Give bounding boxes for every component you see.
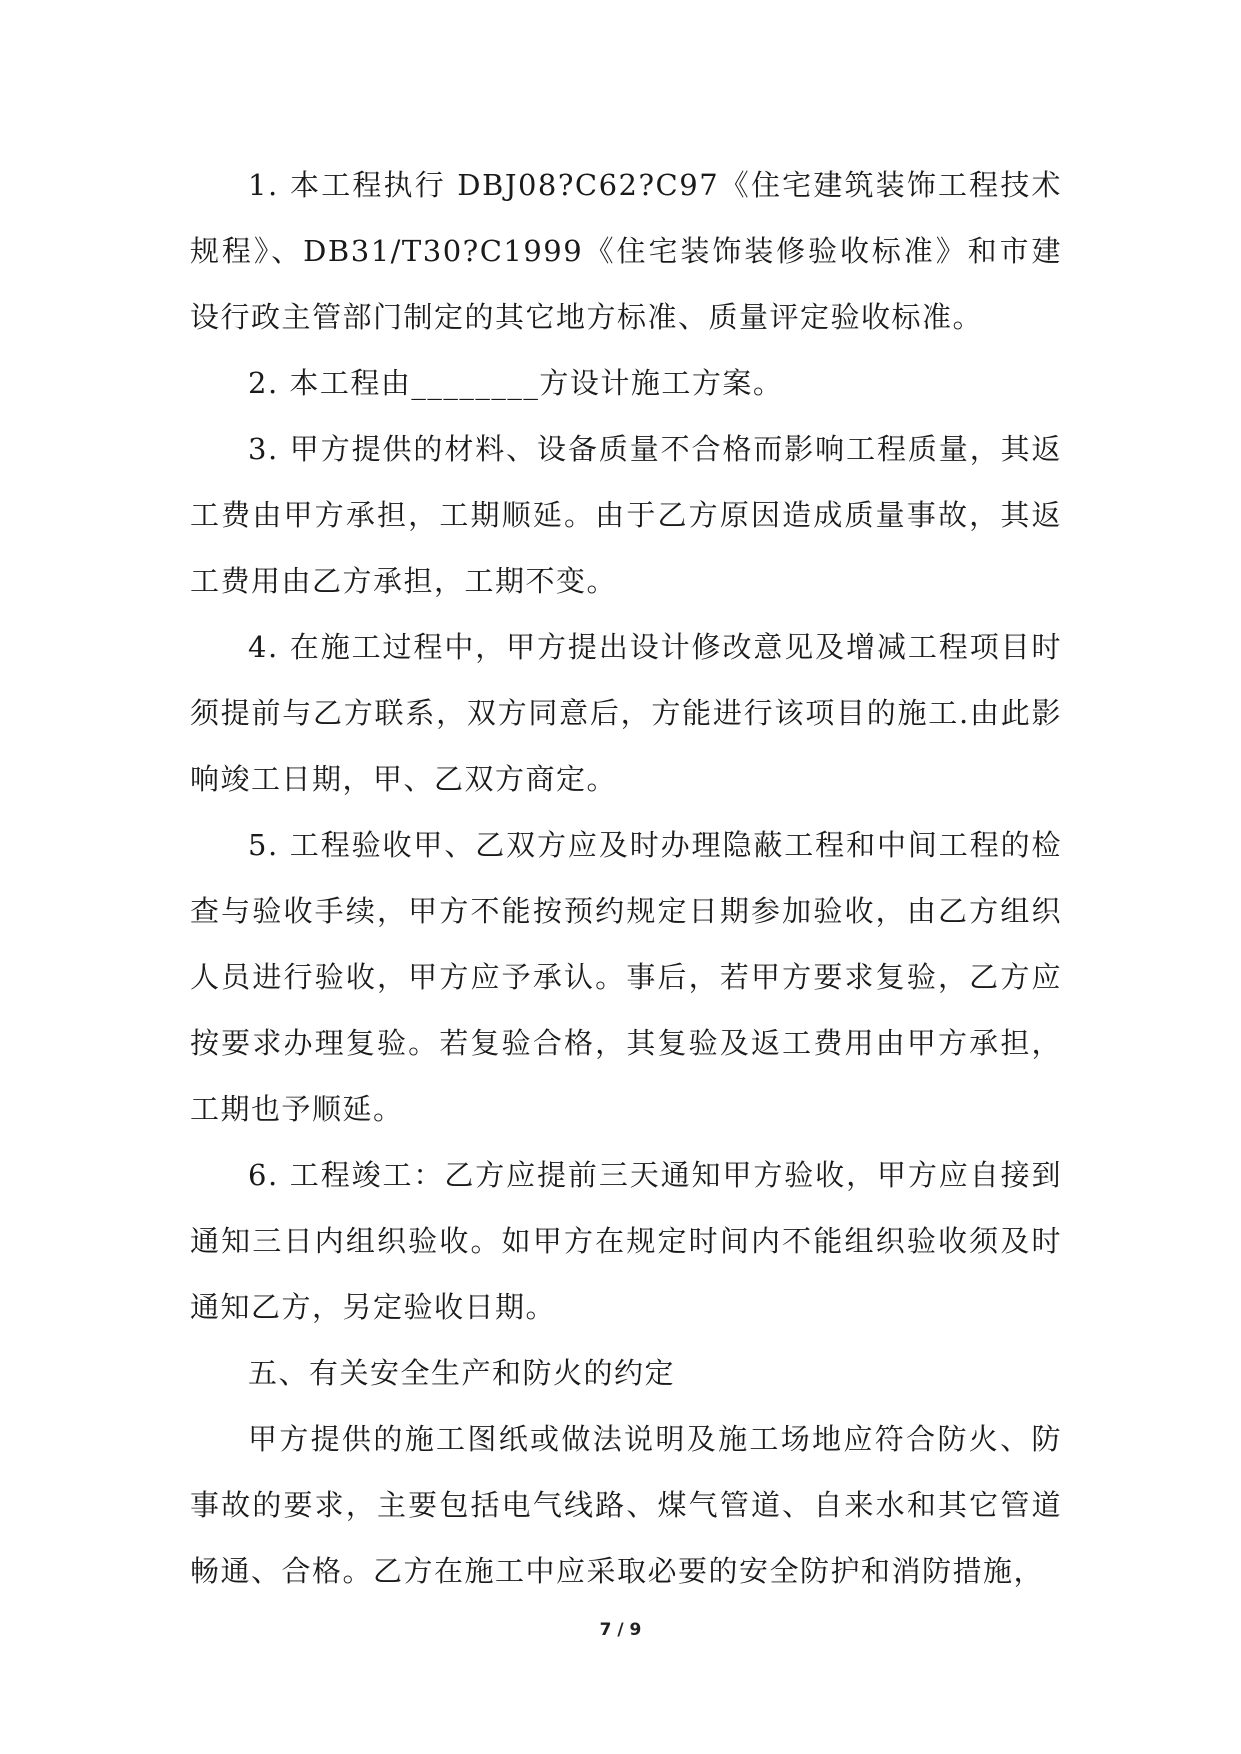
paragraph-clause-4: 4. 在施工过程中，甲方提出设计修改意见及增减工程项目时须提前与乙方联系，双方同意后，方能进行该项目的施工.由此影响竣工日期，甲、乙双方商定。 [190,630,1062,796]
document-body [190,152,1062,1604]
paragraph-clause-2: 2. 本工程由________方设计施工方案。 [248,366,784,400]
paragraph-clause-6: 6. 工程竣工：乙方应提前三天通知甲方验收，甲方应自接到通知三日内组织验收。如甲方在规定时间内不能组织验收须及时通知乙方，另定验收日期。 [190,1158,1062,1324]
paragraph-clause-5: 5. 工程验收甲、乙双方应及时办理隐蔽工程和中间工程的检查与验收手续，甲方不能按预约规定日期参加验收，由乙方组织人员进行验收，甲方应予承认。事后，若甲方要求复验，乙方应按要求办理复验。若复验合格，其复验及返工费用由甲方承担，工期也予顺延。 [190,828,1062,1126]
paragraph-clause-3: 3. 甲方提供的材料、设备质量不合格而影响工程质量，其返工费由甲方承担，工期顺延。由于乙方原因造成质量事故，其返工费用由乙方承担，工期不变。 [190,432,1062,598]
page-number: 7 / 9 [599,1620,642,1640]
paragraph-safety: 甲方提供的施工图纸或做法说明及施工场地应符合防火、防事故的要求，主要包括电气线路、煤气管道、自来水和其它管道畅通、合格。乙方在施工中应采取必要的安全防护和消防措施， [190,1422,1062,1588]
section-heading: 五、有关安全生产和防火的约定 [248,1356,676,1390]
paragraph-clause-1: 1. 本工程执行 DBJ08?C62?C97《住宅建筑装饰工程技术规程》、DB31/T30?C1999《住宅装饰装修验收标准》和市建设行政主管部门制定的其它地方标准、质量评定验收标准。 [190,168,1062,334]
